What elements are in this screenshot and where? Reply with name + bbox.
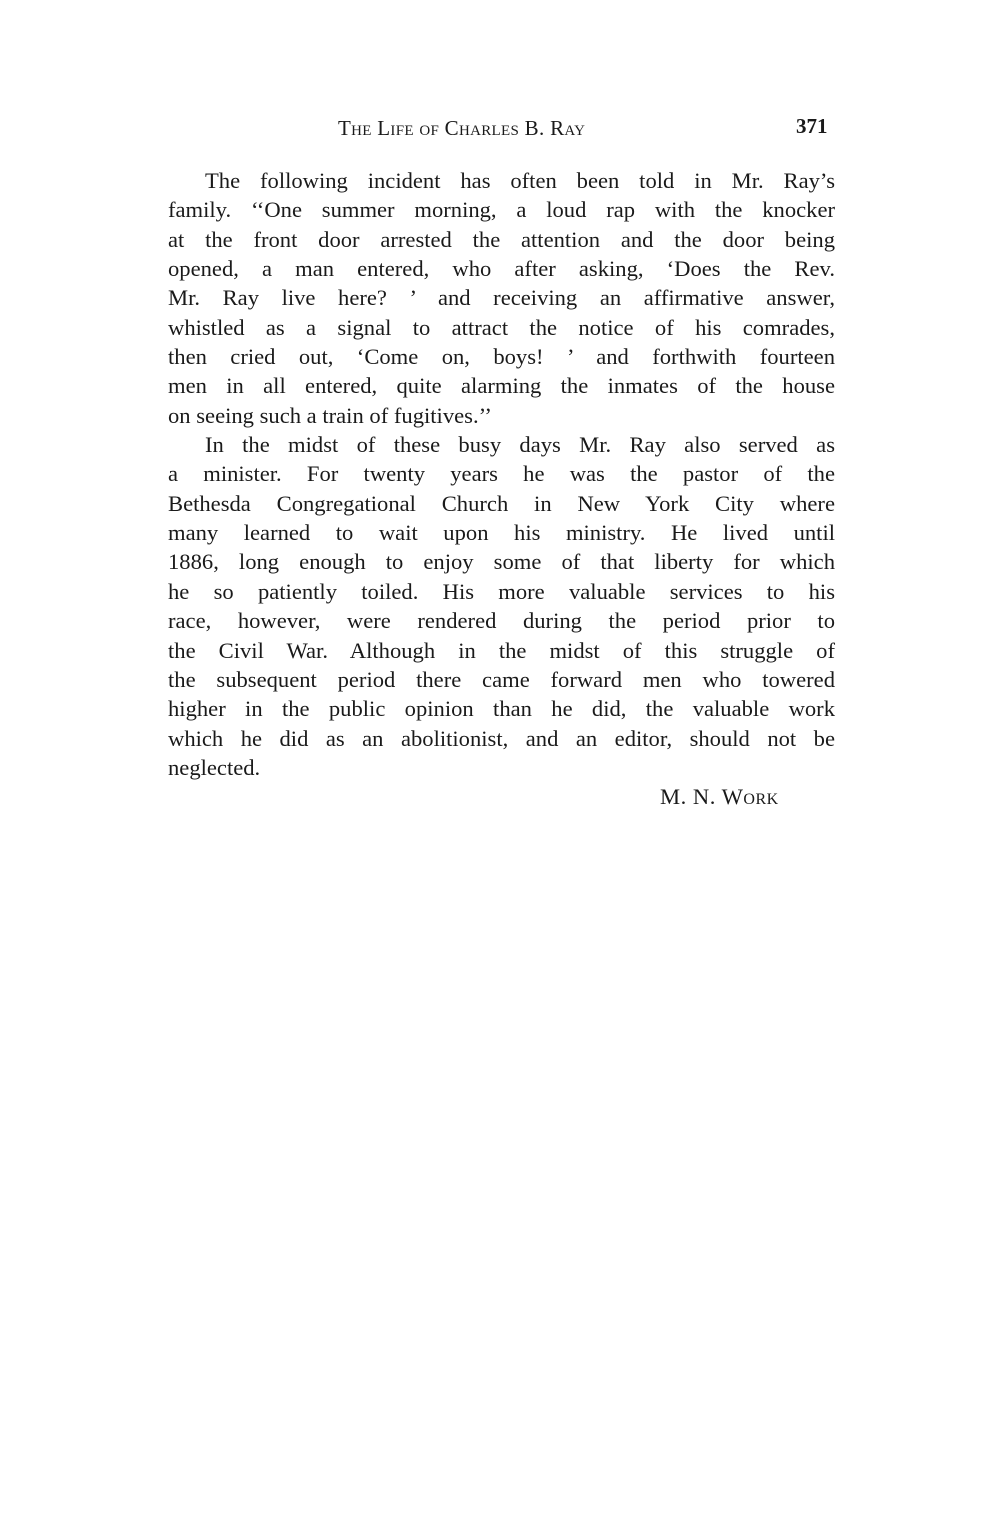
text-line: the Civil War. Although in the midst of this struggle of <box>168 637 835 663</box>
text-line: the subsequent period there came forward men who towered <box>168 666 835 692</box>
text-line: men in all entered, quite alarming the inmates of the house <box>168 373 835 399</box>
page-number: 371 <box>796 114 828 138</box>
running-head-title: The Life of Charles B. Ray <box>338 116 586 140</box>
author-signature: M. N. Work <box>660 784 779 809</box>
text-line: race, however, were rendered during the period prior to <box>168 608 835 634</box>
text-line: neglected. <box>168 754 261 780</box>
text-line: whistled as a signal to attract the notice of his comrades, <box>168 314 835 340</box>
text-line: which he did as an abolitionist, and an editor, should not be <box>168 725 835 751</box>
text-line: The following incident has often been told in Mr. Ray’s <box>205 168 835 193</box>
body-text <box>168 166 835 782</box>
text-line: he so patiently toiled. His more valuable services to his <box>168 578 835 604</box>
text-line: many learned to wait upon his ministry. He lived until <box>168 520 835 546</box>
text-line: Mr. Ray live here? ’ and receiving an affirmative answer, <box>168 285 835 311</box>
text-line: at the front door arrested the attention and the door being <box>168 226 835 252</box>
text-line: Bethesda Congregational Church in New York City where <box>168 490 835 516</box>
text-line: on seeing such a train of fugitives.’’ <box>168 402 492 428</box>
text-line: then cried out, ‘Come on, boys! ’ and forthwith fourteen <box>168 344 835 370</box>
text-line: higher in the public opinion than he did, the valuable work <box>168 696 835 722</box>
text-line: In the midst of these busy days Mr. Ray also served as <box>205 432 835 458</box>
text-line: opened, a man entered, who after asking, ‘Does the Rev. <box>168 256 835 282</box>
text-line: 1886, long enough to enjoy some of that liberty for which <box>168 549 835 575</box>
text-line: a minister. For twenty years he was the pastor of the <box>168 461 835 487</box>
text-line: family. ‘‘One summer morning, a loud rap with the knocker <box>168 197 835 223</box>
